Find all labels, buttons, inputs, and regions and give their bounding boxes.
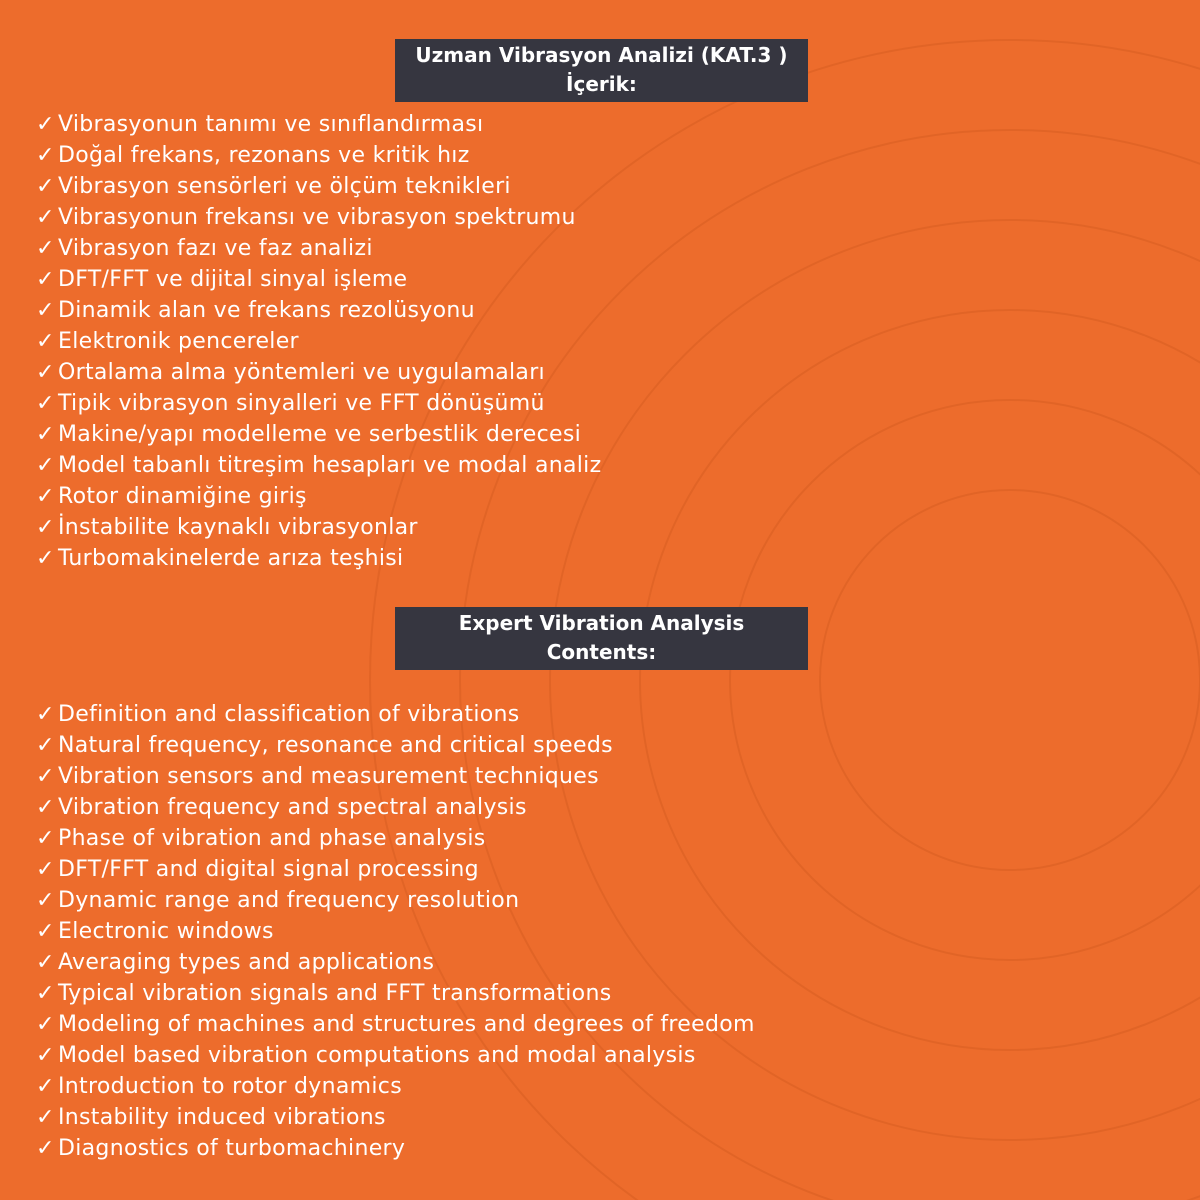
checkmark-icon: ✓ <box>36 546 55 571</box>
checkmark-icon: ✓ <box>36 919 55 944</box>
list-item-text: Elektronik pencereler <box>58 329 299 354</box>
list-item <box>36 978 755 1009</box>
checkmark-icon: ✓ <box>36 298 55 323</box>
checkmark-icon: ✓ <box>36 236 55 261</box>
checkmark-icon: ✓ <box>36 484 55 509</box>
checkmark-icon: ✓ <box>36 515 55 540</box>
checkmark-icon: ✓ <box>36 702 55 727</box>
list-item-text: DFT/FFT ve dijital sinyal işleme <box>58 267 408 292</box>
list-item <box>36 233 601 264</box>
list-item-text: Vibrasyon sensörleri ve ölçüm teknikleri <box>58 174 511 199</box>
checkmark-icon: ✓ <box>36 360 55 385</box>
list-item-text: Tipik vibrasyon sinyalleri ve FFT dönüşümü <box>58 391 545 416</box>
list-item <box>36 854 755 885</box>
list-item-text: Modeling of machines and structures and degrees of freedom <box>58 1012 755 1037</box>
list-item <box>36 419 601 450</box>
checkmark-icon: ✓ <box>36 453 55 478</box>
list-item-text: Instability induced vibrations <box>58 1105 386 1130</box>
list-item <box>36 388 601 419</box>
list-item <box>36 171 601 202</box>
list-item <box>36 326 601 357</box>
turkish-section-title: Uzman Vibrasyon Analizi (KAT.3 ) <box>415 43 788 67</box>
turkish-section-header <box>395 39 808 102</box>
list-item-text: Phase of vibration and phase analysis <box>58 826 486 851</box>
checkmark-icon: ✓ <box>36 267 55 292</box>
list-item <box>36 295 601 326</box>
list-item <box>36 140 601 171</box>
checkmark-icon: ✓ <box>36 1136 55 1161</box>
english-content-list <box>36 699 755 1164</box>
list-item-text: Averaging types and applications <box>58 950 435 975</box>
checkmark-icon: ✓ <box>36 1043 55 1068</box>
checkmark-icon: ✓ <box>36 391 55 416</box>
english-section-subtitle: Contents: <box>546 640 657 664</box>
list-item-text: Diagnostics of turbomachinery <box>58 1136 406 1161</box>
list-item-text: Rotor dinamiğine giriş <box>58 484 307 509</box>
list-item-text: Vibrasyon fazı ve faz analizi <box>58 236 373 261</box>
checkmark-icon: ✓ <box>36 143 55 168</box>
english-section-title: Expert Vibration Analysis <box>458 611 745 635</box>
list-item-text: Model tabanlı titreşim hesapları ve modal analiz <box>58 453 602 478</box>
list-item-text: Introduction to rotor dynamics <box>58 1074 402 1099</box>
list-item <box>36 1071 755 1102</box>
list-item <box>36 823 755 854</box>
checkmark-icon: ✓ <box>36 857 55 882</box>
checkmark-icon: ✓ <box>36 981 55 1006</box>
list-item-text: DFT/FFT and digital signal processing <box>58 857 479 882</box>
checkmark-icon: ✓ <box>36 888 55 913</box>
checkmark-icon: ✓ <box>36 1105 55 1130</box>
checkmark-icon: ✓ <box>36 329 55 354</box>
list-item <box>36 699 755 730</box>
list-item <box>36 109 601 140</box>
list-item-text: Doğal frekans, rezonans ve kritik hız <box>58 143 470 168</box>
list-item-text: Dinamik alan ve frekans rezolüsyonu <box>58 298 475 323</box>
list-item <box>36 1009 755 1040</box>
list-item-text: Vibrasyonun frekansı ve vibrasyon spektrumu <box>58 205 576 230</box>
turkish-section-subtitle: İçerik: <box>566 72 637 96</box>
list-item <box>36 264 601 295</box>
list-item <box>36 792 755 823</box>
checkmark-icon: ✓ <box>36 733 55 758</box>
list-item-text: Vibrasyonun tanımı ve sınıflandırması <box>58 112 484 137</box>
list-item-text: Vibration frequency and spectral analysis <box>58 795 527 820</box>
checkmark-icon: ✓ <box>36 205 55 230</box>
checkmark-icon: ✓ <box>36 950 55 975</box>
list-item-text: Makine/yapı modelleme ve serbestlik derecesi <box>58 422 582 447</box>
list-item-text: Natural frequency, resonance and critical speeds <box>58 733 613 758</box>
list-item-text: Dynamic range and frequency resolution <box>58 888 520 913</box>
list-item <box>36 1102 755 1133</box>
list-item <box>36 730 755 761</box>
list-item <box>36 761 755 792</box>
checkmark-icon: ✓ <box>36 764 55 789</box>
list-item-text: Turbomakinelerde arıza teşhisi <box>58 546 404 571</box>
checkmark-icon: ✓ <box>36 1012 55 1037</box>
checkmark-icon: ✓ <box>36 112 55 137</box>
list-item-text: Ortalama alma yöntemleri ve uygulamaları <box>58 360 545 385</box>
checkmark-icon: ✓ <box>36 826 55 851</box>
list-item <box>36 512 601 543</box>
list-item <box>36 357 601 388</box>
list-item-text: Electronic windows <box>58 919 274 944</box>
list-item-text: Vibration sensors and measurement techniques <box>58 764 599 789</box>
list-item-text: Typical vibration signals and FFT transformations <box>58 981 612 1006</box>
list-item-text: Model based vibration computations and modal analysis <box>58 1043 696 1068</box>
checkmark-icon: ✓ <box>36 795 55 820</box>
list-item-text: Definition and classification of vibrations <box>58 702 520 727</box>
list-item <box>36 947 755 978</box>
list-item <box>36 543 601 574</box>
list-item <box>36 481 601 512</box>
list-item <box>36 450 601 481</box>
list-item <box>36 1133 755 1164</box>
list-item <box>36 202 601 233</box>
checkmark-icon: ✓ <box>36 422 55 447</box>
turkish-content-list <box>36 109 601 574</box>
checkmark-icon: ✓ <box>36 1074 55 1099</box>
checkmark-icon: ✓ <box>36 174 55 199</box>
list-item <box>36 916 755 947</box>
list-item <box>36 885 755 916</box>
english-section-header <box>395 607 808 670</box>
list-item <box>36 1040 755 1071</box>
list-item-text: İnstabilite kaynaklı vibrasyonlar <box>58 515 418 540</box>
